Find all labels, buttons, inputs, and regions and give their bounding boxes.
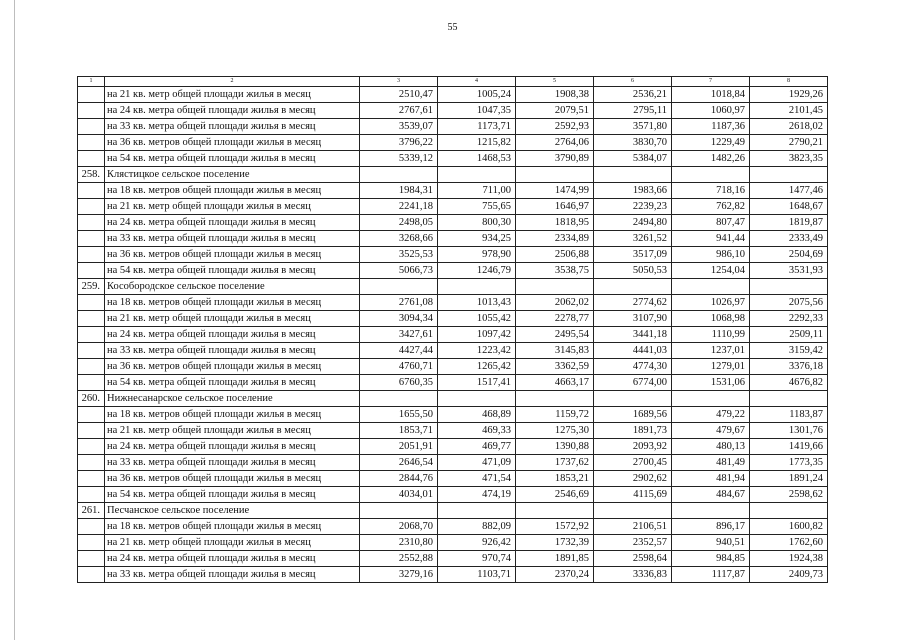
value-cell: 2764,06 — [516, 135, 594, 151]
value-cell: 2106,51 — [594, 519, 672, 535]
value-cell: 2552,88 — [360, 551, 438, 567]
value-cell: 1600,82 — [750, 519, 828, 535]
row-label-cell: на 54 кв. метра общей площади жилья в месяц — [105, 375, 360, 391]
value-cell: 5066,73 — [360, 263, 438, 279]
value-cell: 1891,73 — [594, 423, 672, 439]
value-cell: 3094,34 — [360, 311, 438, 327]
value-cell: 941,44 — [672, 231, 750, 247]
value-cell — [438, 167, 516, 183]
value-cell: 2495,54 — [516, 327, 594, 343]
value-cell: 2598,62 — [750, 487, 828, 503]
value-cell: 2051,91 — [360, 439, 438, 455]
value-cell: 2646,54 — [360, 455, 438, 471]
row-number-cell — [78, 87, 105, 103]
row-label-cell: на 24 кв. метра общей площади жилья в месяц — [105, 439, 360, 455]
value-cell: 1517,41 — [438, 375, 516, 391]
value-cell: 1891,24 — [750, 471, 828, 487]
value-cell: 2498,05 — [360, 215, 438, 231]
value-cell: 2068,70 — [360, 519, 438, 535]
value-cell: 1026,97 — [672, 295, 750, 311]
row-number-cell — [78, 487, 105, 503]
value-cell: 940,51 — [672, 535, 750, 551]
table-row — [78, 455, 828, 471]
value-cell: 2767,61 — [360, 103, 438, 119]
row-label-cell: на 54 кв. метра общей площади жилья в месяц — [105, 487, 360, 503]
value-cell: 1229,49 — [672, 135, 750, 151]
value-cell — [516, 279, 594, 295]
value-cell: 2844,76 — [360, 471, 438, 487]
table-row — [78, 487, 828, 503]
table-row — [78, 247, 828, 263]
row-label-cell: на 36 кв. метров общей площади жилья в месяц — [105, 247, 360, 263]
settlement-name-cell: Клястицкое сельское поселение — [105, 167, 360, 183]
value-cell: 1103,71 — [438, 567, 516, 583]
value-cell — [672, 391, 750, 407]
value-cell: 471,09 — [438, 455, 516, 471]
row-number-cell — [78, 247, 105, 263]
value-cell — [360, 167, 438, 183]
row-label-cell: на 24 кв. метра общей площади жилья в месяц — [105, 551, 360, 567]
value-cell: 3517,09 — [594, 247, 672, 263]
row-label-cell: на 33 кв. метра общей площади жилья в месяц — [105, 567, 360, 583]
row-number-cell: 259. — [78, 279, 105, 295]
table-row — [78, 215, 828, 231]
value-cell: 2075,56 — [750, 295, 828, 311]
value-cell: 2062,02 — [516, 295, 594, 311]
value-cell: 1468,53 — [438, 151, 516, 167]
value-cell — [750, 503, 828, 519]
row-label-cell: на 54 кв. метра общей площади жилья в месяц — [105, 263, 360, 279]
value-cell — [594, 279, 672, 295]
value-cell: 5339,12 — [360, 151, 438, 167]
value-cell: 807,47 — [672, 215, 750, 231]
value-cell: 4034,01 — [360, 487, 438, 503]
table-row — [78, 375, 828, 391]
value-cell: 1819,87 — [750, 215, 828, 231]
value-cell: 1047,35 — [438, 103, 516, 119]
value-cell: 2700,45 — [594, 455, 672, 471]
value-cell: 3279,16 — [360, 567, 438, 583]
value-cell: 3539,07 — [360, 119, 438, 135]
value-cell: 3107,90 — [594, 311, 672, 327]
table-row — [78, 119, 828, 135]
settlement-name-cell: Нижнесанарское сельское поселение — [105, 391, 360, 407]
value-cell: 3796,22 — [360, 135, 438, 151]
value-cell — [672, 279, 750, 295]
value-cell — [516, 167, 594, 183]
value-cell: 1924,38 — [750, 551, 828, 567]
table-row — [78, 423, 828, 439]
value-cell: 2333,49 — [750, 231, 828, 247]
value-cell: 755,65 — [438, 199, 516, 215]
value-cell: 468,89 — [438, 407, 516, 423]
value-cell: 1482,26 — [672, 151, 750, 167]
column-number-cell: 6 — [594, 77, 672, 87]
value-cell: 6774,00 — [594, 375, 672, 391]
column-number-cell: 3 — [360, 77, 438, 87]
row-number-cell — [78, 567, 105, 583]
value-cell: 1068,98 — [672, 311, 750, 327]
value-cell: 978,90 — [438, 247, 516, 263]
value-cell: 1773,35 — [750, 455, 828, 471]
value-cell: 481,94 — [672, 471, 750, 487]
row-label-cell: на 21 кв. метр общей площади жилья в месяц — [105, 423, 360, 439]
section-row — [78, 279, 828, 295]
column-number-cell: 7 — [672, 77, 750, 87]
value-cell: 1275,30 — [516, 423, 594, 439]
value-cell: 469,77 — [438, 439, 516, 455]
value-cell: 3159,42 — [750, 343, 828, 359]
value-cell: 2509,11 — [750, 327, 828, 343]
value-cell: 2790,21 — [750, 135, 828, 151]
row-label-cell: на 21 кв. метр общей площади жилья в месяц — [105, 535, 360, 551]
settlement-name-cell: Кособородское сельское поселение — [105, 279, 360, 295]
table-row — [78, 519, 828, 535]
value-cell: 2774,62 — [594, 295, 672, 311]
column-number-cell: 8 — [750, 77, 828, 87]
value-cell: 2409,73 — [750, 567, 828, 583]
row-label-cell: на 54 кв. метра общей площади жилья в месяц — [105, 151, 360, 167]
value-cell: 1055,42 — [438, 311, 516, 327]
value-cell: 479,22 — [672, 407, 750, 423]
row-label-cell: на 18 кв. метров общей площади жилья в месяц — [105, 519, 360, 535]
row-number-cell — [78, 263, 105, 279]
table-row — [78, 135, 828, 151]
table-row — [78, 535, 828, 551]
value-cell — [594, 503, 672, 519]
value-cell: 6760,35 — [360, 375, 438, 391]
table-row — [78, 87, 828, 103]
value-cell: 1060,97 — [672, 103, 750, 119]
value-cell: 1818,95 — [516, 215, 594, 231]
value-cell — [594, 167, 672, 183]
row-number-cell — [78, 135, 105, 151]
table-row — [78, 231, 828, 247]
value-cell: 3427,61 — [360, 327, 438, 343]
row-label-cell: на 21 кв. метр общей площади жилья в месяц — [105, 311, 360, 327]
value-cell: 1477,46 — [750, 183, 828, 199]
section-row — [78, 167, 828, 183]
row-number-cell: 261. — [78, 503, 105, 519]
value-cell: 2618,02 — [750, 119, 828, 135]
value-cell: 481,49 — [672, 455, 750, 471]
column-number-cell: 4 — [438, 77, 516, 87]
value-cell: 2079,51 — [516, 103, 594, 119]
row-number-cell — [78, 183, 105, 199]
row-label-cell: на 24 кв. метра общей площади жилья в месяц — [105, 215, 360, 231]
value-cell: 2598,64 — [594, 551, 672, 567]
value-cell: 926,42 — [438, 535, 516, 551]
value-cell: 1732,39 — [516, 535, 594, 551]
row-label-cell: на 18 кв. метров общей площади жилья в месяц — [105, 295, 360, 311]
value-cell: 2761,08 — [360, 295, 438, 311]
row-number-cell — [78, 423, 105, 439]
value-cell — [594, 391, 672, 407]
table-row — [78, 295, 828, 311]
value-cell: 2239,23 — [594, 199, 672, 215]
value-cell: 896,17 — [672, 519, 750, 535]
value-cell: 1929,26 — [750, 87, 828, 103]
row-label-cell: на 24 кв. метра общей площади жилья в месяц — [105, 103, 360, 119]
table-row — [78, 263, 828, 279]
value-cell: 2278,77 — [516, 311, 594, 327]
value-cell: 1853,71 — [360, 423, 438, 439]
value-cell: 484,67 — [672, 487, 750, 503]
value-cell: 3261,52 — [594, 231, 672, 247]
value-cell: 4676,82 — [750, 375, 828, 391]
value-cell: 2510,47 — [360, 87, 438, 103]
value-cell — [360, 503, 438, 519]
value-cell: 3336,83 — [594, 567, 672, 583]
value-cell — [750, 391, 828, 407]
value-cell: 1097,42 — [438, 327, 516, 343]
value-cell: 5384,07 — [594, 151, 672, 167]
value-cell: 1110,99 — [672, 327, 750, 343]
value-cell: 970,74 — [438, 551, 516, 567]
value-cell: 2546,69 — [516, 487, 594, 503]
value-cell: 1013,43 — [438, 295, 516, 311]
value-cell: 3441,18 — [594, 327, 672, 343]
value-cell — [438, 503, 516, 519]
value-cell: 1173,71 — [438, 119, 516, 135]
value-cell: 718,16 — [672, 183, 750, 199]
value-cell: 1223,42 — [438, 343, 516, 359]
value-cell: 1646,97 — [516, 199, 594, 215]
value-cell: 984,85 — [672, 551, 750, 567]
table-row — [78, 311, 828, 327]
row-number-cell — [78, 407, 105, 423]
table-row — [78, 327, 828, 343]
value-cell: 1419,66 — [750, 439, 828, 455]
value-cell: 2536,21 — [594, 87, 672, 103]
value-cell — [516, 503, 594, 519]
value-cell: 1983,66 — [594, 183, 672, 199]
section-row — [78, 503, 828, 519]
table-row — [78, 567, 828, 583]
row-number-cell — [78, 119, 105, 135]
value-cell: 3790,89 — [516, 151, 594, 167]
value-cell: 1005,24 — [438, 87, 516, 103]
value-cell: 2494,80 — [594, 215, 672, 231]
value-cell: 934,25 — [438, 231, 516, 247]
table-row — [78, 359, 828, 375]
table-row — [78, 199, 828, 215]
row-number-cell — [78, 343, 105, 359]
row-label-cell: на 18 кв. метров общей площади жилья в месяц — [105, 407, 360, 423]
value-cell: 882,09 — [438, 519, 516, 535]
value-cell: 4115,69 — [594, 487, 672, 503]
row-number-cell — [78, 375, 105, 391]
value-cell: 2334,89 — [516, 231, 594, 247]
value-cell: 2352,57 — [594, 535, 672, 551]
value-cell: 3531,93 — [750, 263, 828, 279]
value-cell — [360, 391, 438, 407]
value-cell: 4663,17 — [516, 375, 594, 391]
value-cell: 1737,62 — [516, 455, 594, 471]
table-row — [78, 439, 828, 455]
row-number-cell — [78, 551, 105, 567]
value-cell: 4760,71 — [360, 359, 438, 375]
table-row — [78, 471, 828, 487]
value-cell: 1018,84 — [672, 87, 750, 103]
row-number-cell: 260. — [78, 391, 105, 407]
value-cell: 2370,24 — [516, 567, 594, 583]
value-cell: 2506,88 — [516, 247, 594, 263]
value-cell: 1117,87 — [672, 567, 750, 583]
value-cell: 3538,75 — [516, 263, 594, 279]
value-cell: 1648,67 — [750, 199, 828, 215]
value-cell — [438, 279, 516, 295]
value-cell — [750, 279, 828, 295]
value-cell: 1689,56 — [594, 407, 672, 423]
row-label-cell: на 33 кв. метра общей площади жилья в месяц — [105, 455, 360, 471]
value-cell: 2241,18 — [360, 199, 438, 215]
row-label-cell: на 21 кв. метр общей площади жилья в месяц — [105, 199, 360, 215]
value-cell: 1279,01 — [672, 359, 750, 375]
value-cell: 3145,83 — [516, 343, 594, 359]
value-cell: 2101,45 — [750, 103, 828, 119]
row-label-cell: на 33 кв. метра общей площади жилья в месяц — [105, 343, 360, 359]
value-cell: 471,54 — [438, 471, 516, 487]
column-number-row — [78, 77, 828, 87]
value-cell: 2902,62 — [594, 471, 672, 487]
page-number: 55 — [447, 22, 458, 33]
table-row — [78, 551, 828, 567]
value-cell: 3571,80 — [594, 119, 672, 135]
column-number-cell: 2 — [105, 77, 360, 87]
row-label-cell: на 36 кв. метров общей площади жилья в месяц — [105, 135, 360, 151]
value-cell: 1265,42 — [438, 359, 516, 375]
value-cell: 1237,01 — [672, 343, 750, 359]
column-number-cell: 5 — [516, 77, 594, 87]
value-cell: 1762,60 — [750, 535, 828, 551]
row-label-cell: на 36 кв. метров общей площади жилья в месяц — [105, 359, 360, 375]
value-cell: 3268,66 — [360, 231, 438, 247]
value-cell: 986,10 — [672, 247, 750, 263]
value-cell — [360, 279, 438, 295]
value-cell: 2292,33 — [750, 311, 828, 327]
row-number-cell — [78, 359, 105, 375]
value-cell: 2795,11 — [594, 103, 672, 119]
value-cell: 800,30 — [438, 215, 516, 231]
row-label-cell: на 24 кв. метра общей площади жилья в месяц — [105, 327, 360, 343]
value-cell: 2504,69 — [750, 247, 828, 263]
table-row — [78, 151, 828, 167]
value-cell: 469,33 — [438, 423, 516, 439]
value-cell: 1891,85 — [516, 551, 594, 567]
value-cell: 1183,87 — [750, 407, 828, 423]
row-number-cell: 258. — [78, 167, 105, 183]
row-label-cell: на 21 кв. метр общей площади жилья в месяц — [105, 87, 360, 103]
value-cell: 1215,82 — [438, 135, 516, 151]
value-cell: 3830,70 — [594, 135, 672, 151]
value-cell: 1246,79 — [438, 263, 516, 279]
value-cell: 474,19 — [438, 487, 516, 503]
page-left-edge — [14, 0, 15, 640]
value-cell: 1908,38 — [516, 87, 594, 103]
value-cell: 4441,03 — [594, 343, 672, 359]
value-cell: 1655,50 — [360, 407, 438, 423]
value-cell: 1474,99 — [516, 183, 594, 199]
value-cell: 1853,21 — [516, 471, 594, 487]
row-number-cell — [78, 455, 105, 471]
row-number-cell — [78, 327, 105, 343]
value-cell: 4774,30 — [594, 359, 672, 375]
row-number-cell — [78, 295, 105, 311]
row-label-cell: на 18 кв. метров общей площади жилья в месяц — [105, 183, 360, 199]
table-body — [78, 77, 828, 583]
value-cell: 711,00 — [438, 183, 516, 199]
section-row — [78, 391, 828, 407]
table-row — [78, 183, 828, 199]
value-cell: 1572,92 — [516, 519, 594, 535]
row-label-cell: на 33 кв. метра общей площади жилья в месяц — [105, 231, 360, 247]
table-row — [78, 407, 828, 423]
value-cell: 2093,92 — [594, 439, 672, 455]
value-cell: 3376,18 — [750, 359, 828, 375]
row-number-cell — [78, 231, 105, 247]
value-cell: 1301,76 — [750, 423, 828, 439]
row-number-cell — [78, 151, 105, 167]
row-number-cell — [78, 199, 105, 215]
row-number-cell — [78, 439, 105, 455]
value-cell: 2310,80 — [360, 535, 438, 551]
table-row — [78, 343, 828, 359]
value-cell — [750, 167, 828, 183]
value-cell: 1159,72 — [516, 407, 594, 423]
value-cell: 3525,53 — [360, 247, 438, 263]
row-number-cell — [78, 535, 105, 551]
row-number-cell — [78, 215, 105, 231]
settlement-name-cell: Песчанское сельское поселение — [105, 503, 360, 519]
value-cell: 1187,36 — [672, 119, 750, 135]
column-number-cell: 1 — [78, 77, 105, 87]
value-cell: 1531,06 — [672, 375, 750, 391]
value-cell: 479,67 — [672, 423, 750, 439]
value-cell: 762,82 — [672, 199, 750, 215]
value-cell: 1984,31 — [360, 183, 438, 199]
value-cell: 1390,88 — [516, 439, 594, 455]
value-cell — [438, 391, 516, 407]
table-row — [78, 103, 828, 119]
tariff-table — [77, 76, 828, 583]
value-cell: 4427,44 — [360, 343, 438, 359]
row-number-cell — [78, 519, 105, 535]
value-cell: 1254,04 — [672, 263, 750, 279]
row-label-cell: на 33 кв. метра общей площади жилья в месяц — [105, 119, 360, 135]
row-number-cell — [78, 471, 105, 487]
value-cell — [672, 503, 750, 519]
value-cell: 2592,93 — [516, 119, 594, 135]
value-cell: 3823,35 — [750, 151, 828, 167]
row-number-cell — [78, 311, 105, 327]
value-cell — [672, 167, 750, 183]
row-number-cell — [78, 103, 105, 119]
value-cell: 480,13 — [672, 439, 750, 455]
value-cell: 5050,53 — [594, 263, 672, 279]
row-label-cell: на 36 кв. метров общей площади жилья в месяц — [105, 471, 360, 487]
value-cell: 3362,59 — [516, 359, 594, 375]
value-cell — [516, 391, 594, 407]
